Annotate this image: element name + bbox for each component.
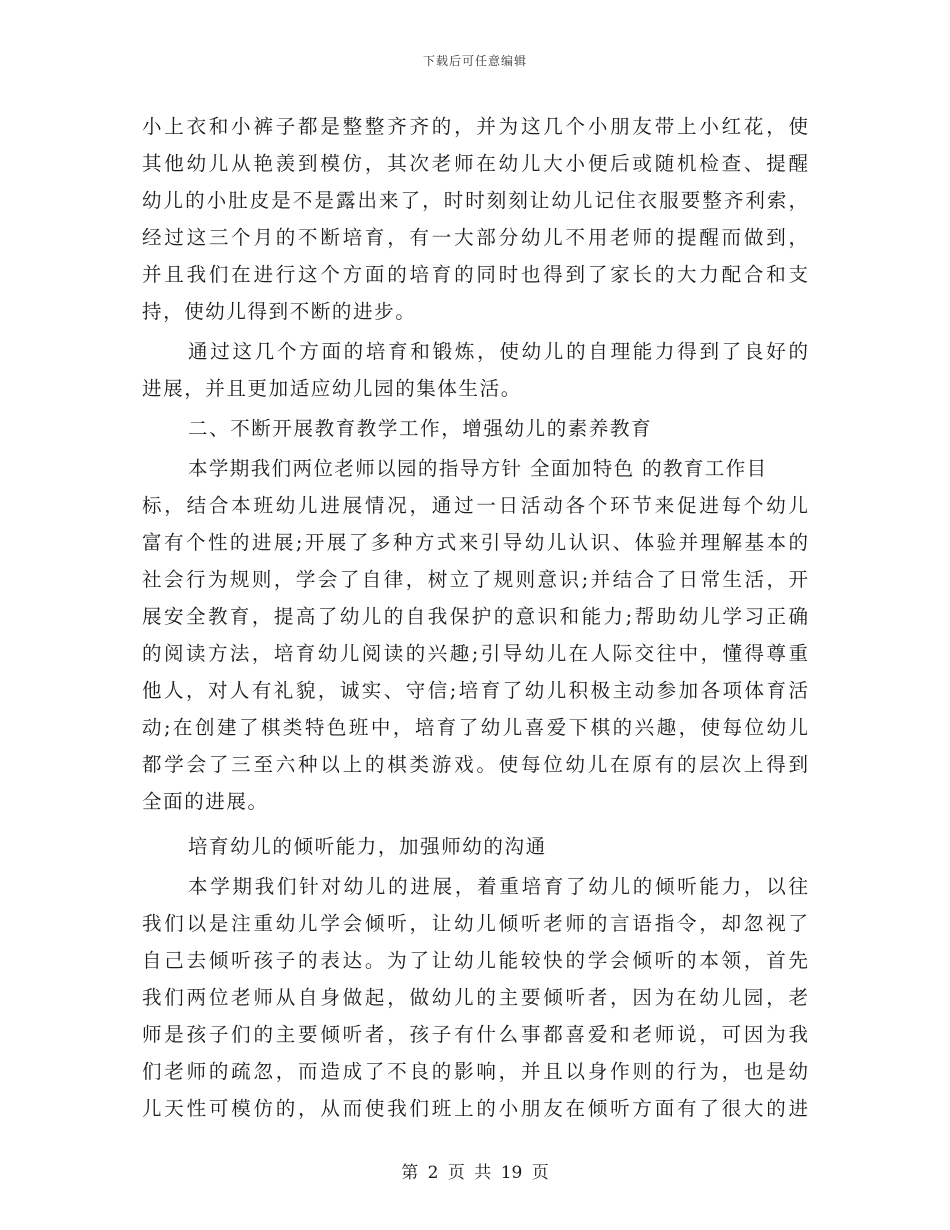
- text-line: 进展，并且更加适应幼儿园的集体生活。: [142, 377, 522, 400]
- text-line: 小上衣和小裤子都是整整齐齐的，并为这几个小朋友带上小红花，使: [142, 115, 808, 138]
- text-line: 们老师的疏忽，而造成了不良的影响，并且以身作则的行为，也是幼: [142, 1060, 808, 1083]
- text-line: 他人，对人有礼貌，诚实、守信;培育了幼儿积极主动参加各项体育活: [142, 679, 808, 702]
- text-line: 并且我们在进行这个方面的培育的同时也得到了家长的大力配合和支: [142, 263, 808, 286]
- section-heading: 二、不断开展教育教学工作，增强幼儿的素养教育: [188, 417, 653, 440]
- text-line: 本学期我们两位老师以园的指导方针 全面加特色 的教育工作目: [188, 457, 768, 480]
- text-line: 经过这三个月的不断培育，有一大部分幼儿不用老师的提醒而做到，: [142, 226, 808, 249]
- text-line: 本学期我们针对幼儿的进展，着重培育了幼儿的倾听能力，以往: [188, 875, 808, 898]
- text-line: 社会行为规则，学会了自律，树立了规则意识;并结合了日常生活，开: [142, 568, 808, 591]
- section-heading: 培育幼儿的倾听能力，加强师幼的沟通: [188, 835, 547, 858]
- text-line: 儿天性可模仿的，从而使我们班上的小朋友在倾听方面有了很大的进: [142, 1097, 808, 1120]
- text-line: 全面的进展。: [142, 790, 269, 813]
- text-line: 其他幼儿从艳羡到模仿，其次老师在幼儿大小便后或随机检查、提醒: [142, 152, 808, 175]
- text-line: 都学会了三至六种以上的棋类游戏。使每位幼儿在原有的层次上得到: [142, 753, 808, 776]
- text-line: 的阅读方法，培育幼儿阅读的兴趣;引导幼儿在人际交往中，懂得尊重: [142, 642, 808, 665]
- text-line: 标，结合本班幼儿进展情况，通过一日活动各个环节来促进每个幼儿: [142, 494, 808, 517]
- document-body: [142, 108, 808, 1127]
- page-number: 第 2 页 共 19 页: [401, 1163, 549, 1183]
- text-line: 我们以是注重幼儿学会倾听，让幼儿倾听老师的言语指令，却忽视了: [142, 912, 808, 935]
- text-line: 富有个性的进展;开展了多种方式来引导幼儿认识、体验并理解基本的: [142, 531, 808, 554]
- text-line: 展安全教育，提高了幼儿的自我保护的意识和能力;帮助幼儿学习正确: [142, 605, 808, 628]
- page-header: 下载后可任意编辑: [422, 54, 527, 68]
- text-line: 持，使幼儿得到不断的进步。: [142, 300, 417, 323]
- text-line: 幼儿的小肚皮是不是露出来了，时时刻刻让幼儿记住衣服要整齐利索，: [142, 189, 808, 212]
- text-line: 动;在创建了棋类特色班中，培育了幼儿喜爱下棋的兴趣，使每位幼儿: [142, 716, 808, 739]
- text-line: 我们两位老师从自身做起，做幼儿的主要倾听者，因为在幼儿园，老: [142, 986, 808, 1009]
- text-line: 师是孩子们的主要倾听者，孩子有什么事都喜爱和老师说，可因为我: [142, 1023, 808, 1046]
- text-line: 自己去倾听孩子的表达。为了让幼儿能较快的学会倾听的本领，首先: [142, 949, 808, 972]
- text-line: 通过这几个方面的培育和锻炼，使幼儿的自理能力得到了良好的: [188, 340, 808, 363]
